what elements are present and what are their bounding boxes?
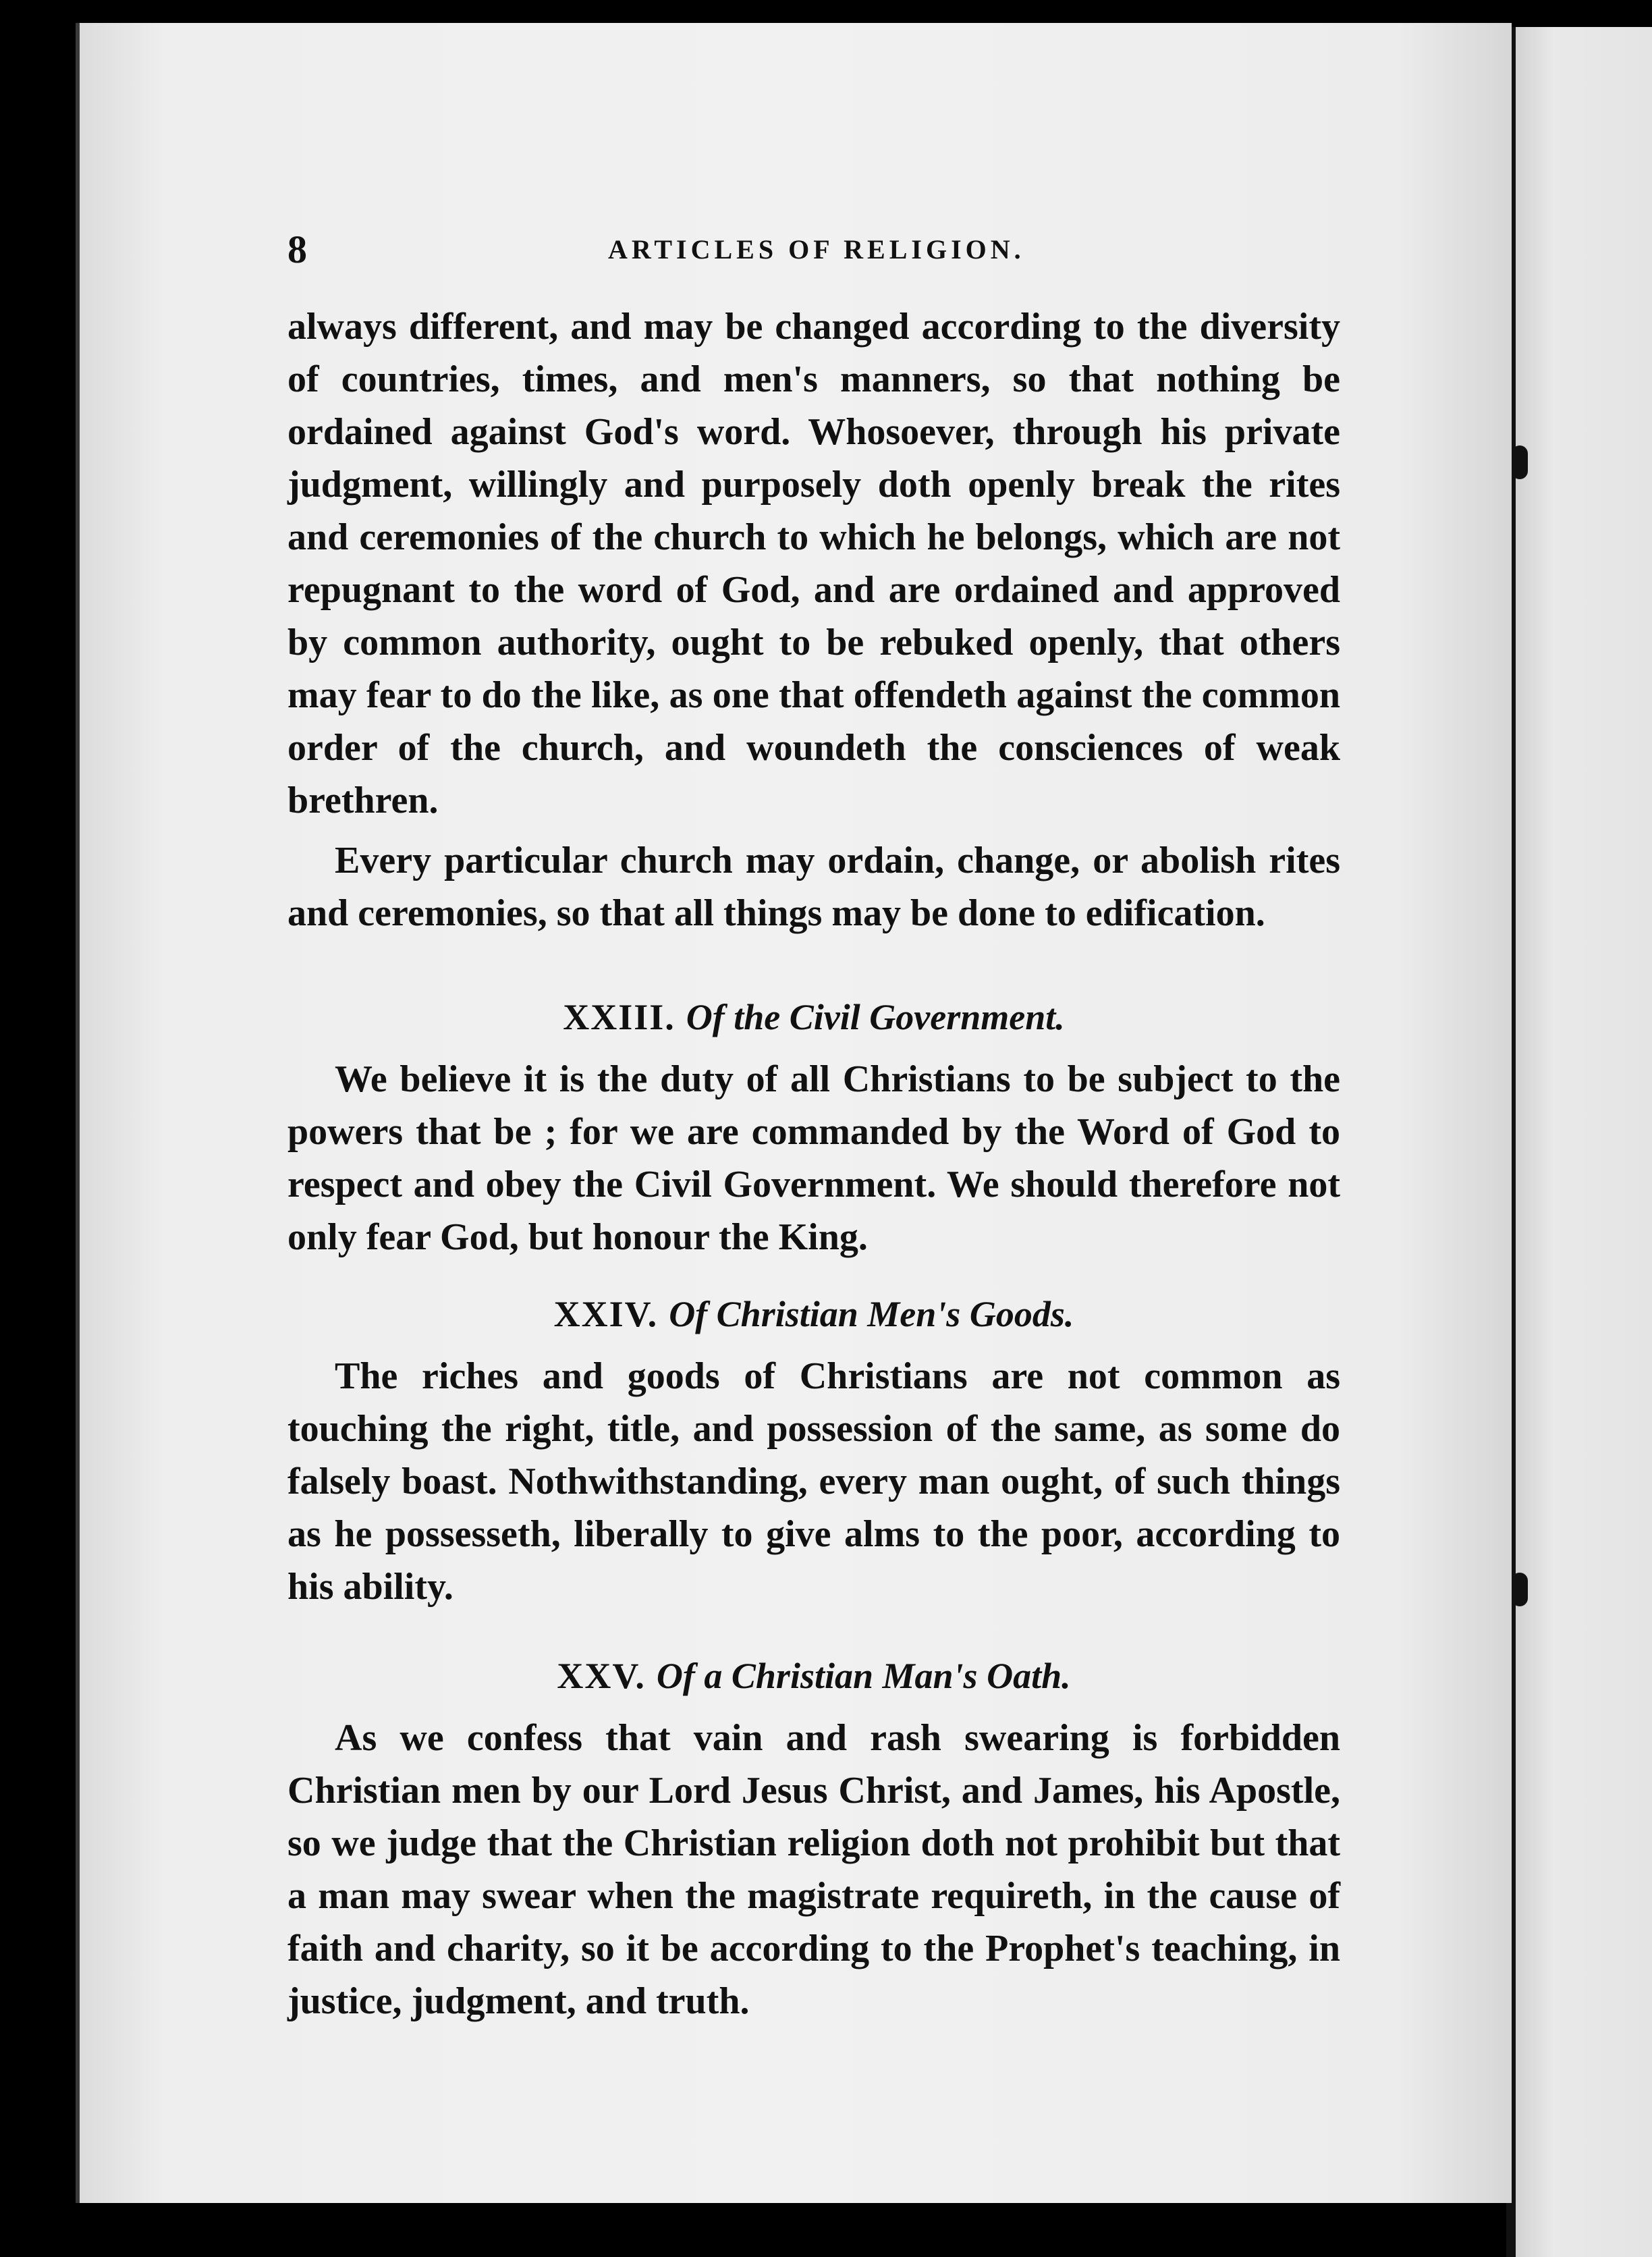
article-heading-xxv [287,1652,1340,1699]
adjacent-page-edge [1512,27,1652,2257]
article-text-xxiv: The riches and goods of Christians are not common as touching the right, title, and possession of the same, as some do falsely boast. Nothwithstanding, every man ought, of such things as he possesseth, liberally to give alms to the poor, according to his ability. [287,1355,1340,1608]
article-title: Of a Christian Man's Oath. [656,1656,1071,1696]
paragraph-continuation: always different, and may be changed according to the diversity of countries, times, and men's manners, so that nothing be ordained against God's word. Whosoever, through his private judgment, willingly and purposely doth openly break the rites and ceremonies of the church to which he belongs, which are not repugnant to the word of God, and are ordained and approved by common authority, ought to be rebuked openly, that others may fear to do the like, as one that offendeth against the common order of the church, and woundeth the consciences of weak brethren. [287,306,1340,821]
article-text-xxv: As we confess that vain and rash swearing is forbidden Christian men by our Lord Jesus Christ, and James, his Apostle, so we judge that the Christian religion doth not prohibit but that a man may swear when the magistrate requireth, in the cause of faith and charity, so it be according to the Prophet's teaching, in justice, judgment, and truth. [287,1717,1340,2022]
article-text-xxiii: We believe it is the duty of all Christians to be subject to the powers that be ; for we are commanded by the Word of God to respect and obey the Civil Government. We should therefore not only fear God, but honour the King. [287,1058,1340,1258]
article-numeral: XXV. [557,1656,646,1696]
page-header [287,227,1333,271]
running-head: ARTICLES OF RELIGION. [608,234,1025,265]
page-number: 8 [287,227,307,271]
article-title: Of the Civil Government. [686,997,1065,1037]
binding-mark [1512,1573,1528,1606]
article-title: Of Christian Men's Goods. [669,1294,1074,1334]
article-heading-xxiv [287,1290,1340,1338]
article-numeral: XXIII. [563,997,676,1037]
paragraph-edification: Every particular church may ordain, change, or abolish rites and ceremonies, so that all things may be done to edification. [287,840,1340,934]
article-numeral: XXIV. [553,1294,659,1334]
article-heading-xxiii [287,994,1340,1041]
binding-mark [1512,445,1528,479]
